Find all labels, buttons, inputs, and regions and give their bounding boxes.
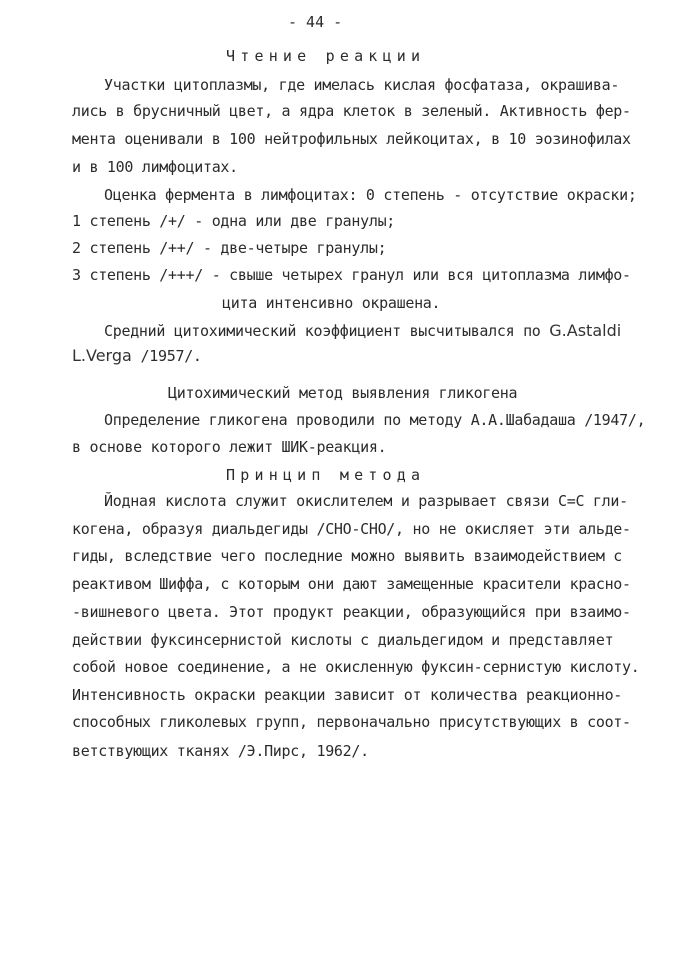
- text-line: Интенсивность окраски реакции зависит от количества реакционно-: [72, 686, 623, 704]
- text-line: реактивом Шиффа, с которым они дают замещенные красители красно-: [72, 575, 631, 593]
- text-line: в основе которого лежит ШИК-реакция.: [72, 438, 387, 456]
- text-line: Участки цитоплазмы, где имелась кислая фосфатаза, окрашива-: [104, 76, 620, 94]
- text-line: ветствующих тканях /Э.Пирс, 1962/.: [72, 742, 369, 760]
- text-line: [104, 322, 621, 340]
- section-heading-reading: Чтение реакции: [226, 47, 426, 65]
- section-heading-glycogen: Цитохимический метод выявления гликогена: [168, 384, 518, 402]
- handwritten-author: L.Verga: [72, 346, 132, 365]
- text-line: Оценка фермента в лимфоцитах: 0 степень - отсутствие окраски;: [104, 186, 637, 204]
- text-line: Определение гликогена проводили по методу А.А.Шабадаша /1947/,: [104, 411, 646, 429]
- text-fragment: /1957/.: [140, 347, 202, 365]
- text-line: гиды, вследствие чего последние можно выявить взаимодействием с: [72, 547, 623, 565]
- text-line: 1 степень /+/ - одна или две гранулы;: [72, 212, 396, 230]
- page-number: - 44 -: [288, 13, 343, 31]
- text-line: действии фуксинсернистой кислоты с диальдегидом и представляет: [72, 631, 614, 649]
- text-line: цита интенсивно окрашена.: [222, 294, 441, 312]
- text-fragment: Средний цитохимический коэффициент высчитывался по: [104, 322, 541, 340]
- text-line: и в 100 лимфоцитах.: [72, 158, 238, 176]
- text-line: способных гликолевых групп, первоначально присутствующих в соот-: [72, 713, 631, 731]
- text-line: собой новое соединение, а не окисленную фуксин-сернистую кислоту.: [72, 658, 640, 676]
- section-heading-principle: Принцип метода: [226, 466, 426, 484]
- text-line: [72, 347, 202, 365]
- text-line: когена, образуя диальдегиды /СНО-СНО/, но не окисляет эти альде-: [72, 520, 631, 538]
- text-line: 2 степень /++/ - две-четыре гранулы;: [72, 239, 387, 257]
- text-line: 3 степень /+++/ - свыше четырех гранул или вся цитоплазма лимфо-: [72, 266, 631, 284]
- text-line: лись в брусничный цвет, а ядра клеток в зеленый. Активность фер-: [72, 102, 631, 120]
- text-line: Йодная кислота служит окислителем и разрывает связи С=С гли-: [104, 492, 628, 510]
- handwritten-author: G.Astaldi: [549, 321, 622, 340]
- text-line: мента оценивали в 100 нейтрофильных лейкоцитах, в 10 эозинофилах: [72, 130, 631, 148]
- text-line: -вишневого цвета. Этот продукт реакции, образующийся при взаимо-: [72, 603, 631, 621]
